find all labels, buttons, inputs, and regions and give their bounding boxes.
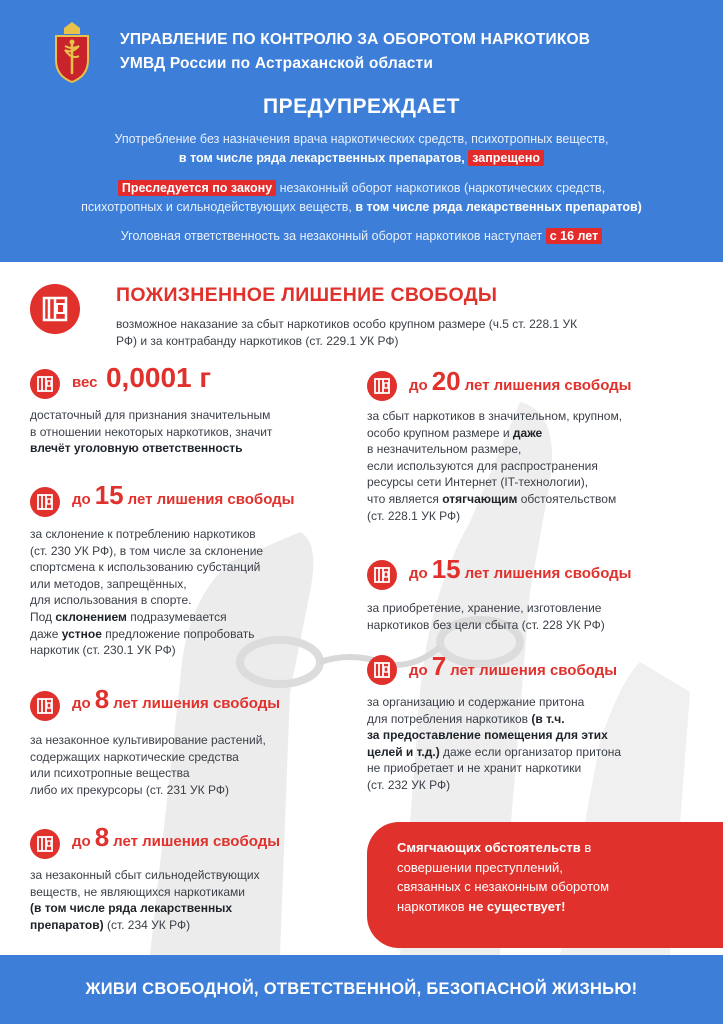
text-line: веществ, не являющихся наркотиками <box>30 884 245 899</box>
box-bold: не существует! <box>468 898 566 914</box>
org-name: УПРАВЛЕНИЕ ПО КОНТРОЛЮ ЗА ОБОРОТОМ НАРКОТИКОВ <box>120 31 591 48</box>
penalty-8-potent-text <box>30 867 260 933</box>
box-text: связанных с незаконным оборотом <box>397 879 610 894</box>
text-line: ресурсы сети Интернет (IT-технологии), <box>367 475 589 490</box>
text-bold: (в том числе ряда лекарственных <box>30 901 233 916</box>
header-banner <box>0 0 723 262</box>
penalty-pre: до <box>409 662 428 679</box>
prison-bars-icon <box>30 369 60 399</box>
penalty-pre: до <box>72 833 91 850</box>
footer-slogan: ЖИВИ СВОБОДНОЙ, ОТВЕТСТВЕННОЙ, БЕЗОПАСНОЙ ЖИЗНЬЮ! <box>0 955 723 1024</box>
p1-bold: в том числе ряда лекарственных препаратов, <box>178 151 465 165</box>
penalty-post: лет лишения свободы <box>127 491 295 508</box>
warning-title: ПРЕДУПРЕЖДАЕТ <box>263 95 460 118</box>
penalty-years: 15 <box>431 554 461 584</box>
text-bold: препаратов) <box>30 917 104 932</box>
mvd-emblem-icon <box>50 20 94 86</box>
text-line: что является <box>367 491 443 506</box>
text-line: (ст. 234 УК РФ) <box>103 917 191 932</box>
warning-paragraph-3 <box>0 227 723 246</box>
text-line: (ст. 232 УК РФ) <box>367 777 451 792</box>
text-line: Под <box>30 609 56 624</box>
text-line: за организацию и содержание притона <box>367 695 585 709</box>
warning-paragraph-1 <box>0 130 723 168</box>
p2-bold: в том числе ряда лекарственных препаратов) <box>355 200 642 214</box>
penalty-years: 8 <box>94 822 110 852</box>
text-line: за сбыт наркотиков в значительном, крупном, <box>367 409 623 423</box>
life-imprisonment-title: ПОЖИЗНЕННОЕ ЛИШЕНИЕ СВОБОДЫ <box>116 284 498 306</box>
p2-highlight: Преследуется по закону <box>118 180 276 196</box>
text-line: за незаконное культивирование растений, <box>30 733 266 747</box>
prison-bars-icon <box>30 284 80 334</box>
text-bold: устное <box>61 626 102 641</box>
weight-line: достаточный для признания значительным <box>30 408 271 422</box>
penalty-years: 7 <box>431 651 447 681</box>
text-line: спортсмена к использованию субстанций <box>30 560 261 575</box>
penalty-15-possession-heading <box>409 554 631 585</box>
prison-bars-icon <box>367 560 397 590</box>
text-line: для использования в спорте. <box>30 593 192 608</box>
p1-highlight: запрещено <box>468 150 544 166</box>
text-line: наркотик (ст. 230.1 УК РФ) <box>30 643 176 658</box>
weight-value: 0,0001 г <box>105 362 212 393</box>
text-line: за приобретение, хранение, изготовление <box>367 601 602 615</box>
penalty-20-heading <box>409 366 631 397</box>
text-bold: целей и т.д.) <box>367 744 440 759</box>
text-line: (ст. 230 УК РФ), в том числе за склонение <box>30 543 264 558</box>
penalty-20-text <box>367 408 622 524</box>
text-line: или психотропные вещества <box>30 766 190 781</box>
penalty-pre: до <box>409 565 428 582</box>
prison-bars-icon <box>30 487 60 517</box>
penalty-7-text <box>367 694 621 794</box>
life-imprisonment-desc: возможное наказание за сбыт наркотиков особо крупном размере (ч.5 ст. 228.1 УК РФ) и за контрабанду наркотиков (ст. 229.1 УК РФ) <box>116 317 578 348</box>
org-region: УМВД России по Астраханской области <box>120 55 434 72</box>
text-line: обстоятельством <box>517 491 617 506</box>
penalty-years: 8 <box>94 684 110 714</box>
penalty-15-heading <box>72 480 294 511</box>
penalty-pre: до <box>72 695 91 712</box>
p2-text: незаконный оборот наркотиков (наркотических средств, <box>276 181 606 195</box>
text-line: или методов, запрещённых, <box>30 576 187 591</box>
weight-pre: вес <box>72 374 98 391</box>
text-line: подразумевается <box>126 609 227 624</box>
prison-bars-icon <box>30 691 60 721</box>
penalty-8-cultivation-text <box>30 732 266 798</box>
text-line: содержащих наркотические средства <box>30 749 239 764</box>
p1-text: Употребление без назначения врача наркотических средств, психотропных веществ, <box>114 132 609 146</box>
main-content <box>0 262 723 955</box>
text-line: особо крупном размере и <box>367 425 513 440</box>
penalty-post: лет лишения свободы <box>450 662 618 679</box>
text-line: за склонение к потреблению наркотиков <box>30 527 256 541</box>
p3-highlight: с 16 лет <box>546 228 603 244</box>
text-bold: (в т.ч. <box>531 711 565 726</box>
penalty-15-possession-text <box>367 600 605 633</box>
penalty-8-cultivation-heading <box>72 684 280 715</box>
weight-text <box>30 407 272 457</box>
penalty-pre: до <box>409 377 428 394</box>
text-bold: за предоставление помещения для этих <box>367 728 608 743</box>
box-bold: Смягчающих обстоятельств <box>397 840 581 855</box>
text-bold: отягчающим <box>442 491 518 506</box>
penalty-years: 15 <box>94 480 124 510</box>
p3-text: Уголовная ответственность за незаконный оборот наркотиков наступает <box>120 229 543 243</box>
penalty-7-heading <box>409 651 617 682</box>
text-line: для потребления наркотиков <box>367 711 532 726</box>
text-bold: даже <box>512 425 543 440</box>
box-text: совершении преступлений, <box>397 859 563 875</box>
penalty-15-text <box>30 526 263 659</box>
weight-bold: влечёт уголовную ответственность <box>30 441 243 456</box>
penalty-pre: до <box>72 491 91 508</box>
penalty-8-potent-heading <box>72 822 280 853</box>
penalty-post: лет лишения свободы <box>113 833 281 850</box>
text-line: даже <box>30 626 62 641</box>
box-text: наркотиков <box>397 898 469 914</box>
warning-paragraph-2 <box>0 179 723 217</box>
text-line: если используются для распространения <box>367 458 598 473</box>
penalty-post: лет лишения свободы <box>464 377 632 394</box>
prison-bars-icon <box>367 371 397 401</box>
text-bold: склонением <box>55 609 127 624</box>
text-line: наркотиков без цели сбыта (ст. 228 УК РФ) <box>367 617 605 632</box>
text-line: даже если организатор притона <box>439 744 622 759</box>
penalty-post: лет лишения свободы <box>113 695 281 712</box>
box-text: в <box>580 840 592 855</box>
text-line: предложение попробовать <box>101 626 255 641</box>
weight-line: в отношении некоторых наркотиков, значит <box>30 424 273 439</box>
prison-bars-icon <box>367 655 397 685</box>
no-mitigation-box <box>367 822 723 948</box>
text-line: не приобретает и не хранит наркотики <box>367 761 582 776</box>
prison-bars-icon <box>30 829 60 859</box>
text-line: в незначительном размере, <box>367 442 522 457</box>
text-line: (ст. 228.1 УК РФ) <box>367 508 461 523</box>
p2-text-2: психотропных и сильнодействующих веществ, <box>81 200 352 214</box>
penalty-years: 20 <box>431 366 461 396</box>
text-line: за незаконный сбыт сильнодействующих <box>30 868 260 882</box>
text-line: либо их прекурсоры (ст. 231 УК РФ) <box>30 782 229 797</box>
weight-heading <box>72 362 215 394</box>
penalty-post: лет лишения свободы <box>464 565 632 582</box>
